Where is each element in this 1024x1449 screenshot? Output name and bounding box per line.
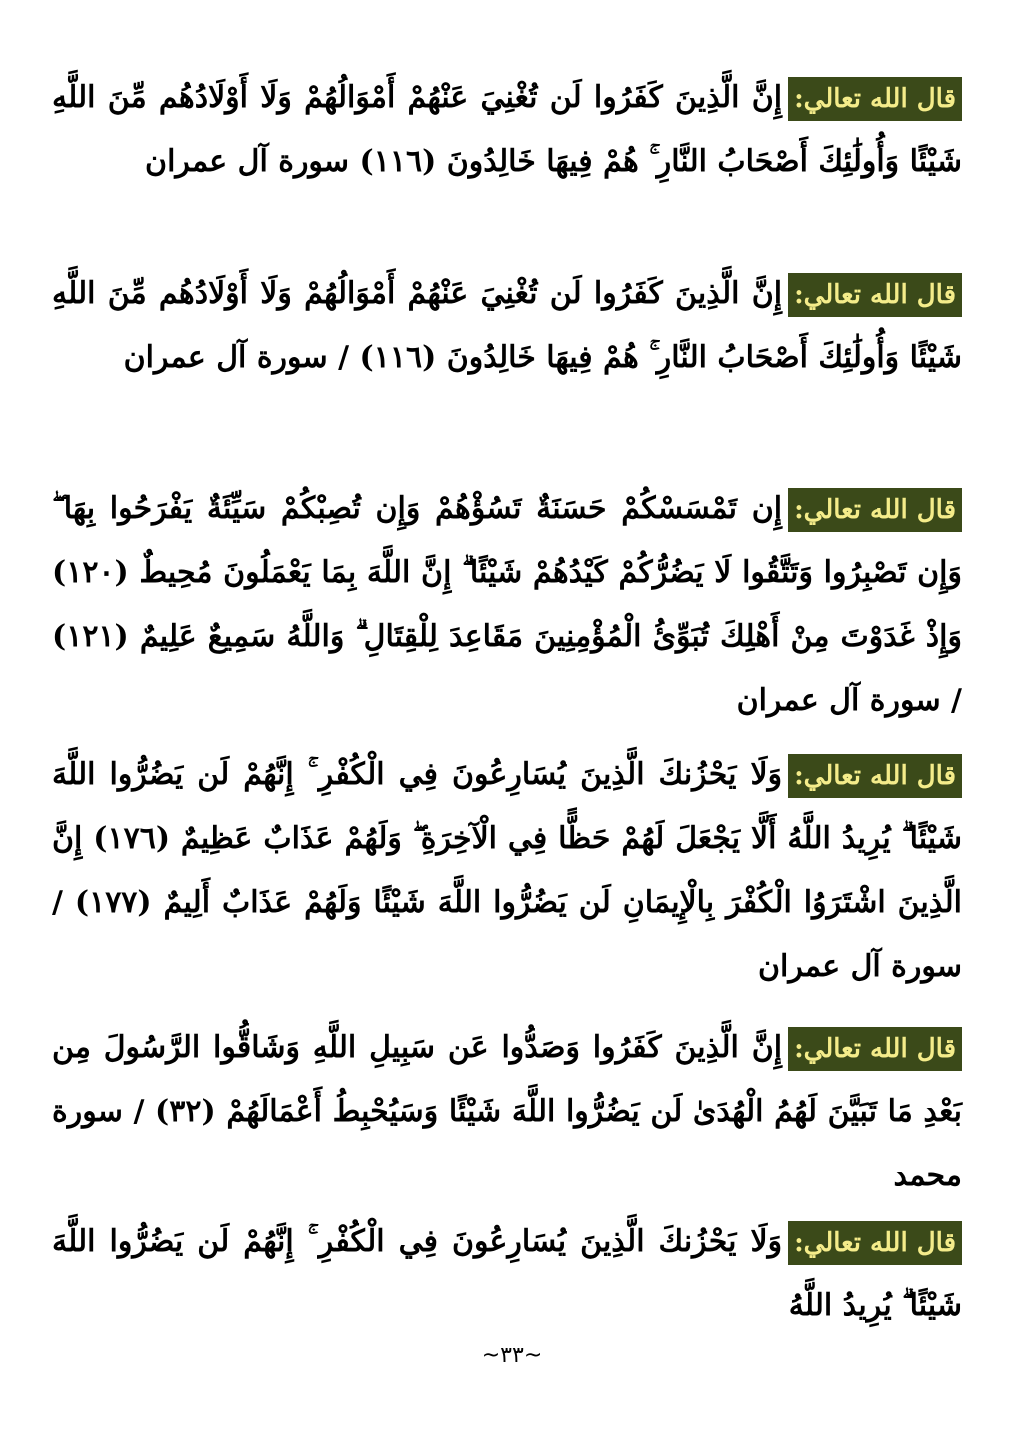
verse-label: قال الله تعالي: [788, 754, 962, 798]
verse-block-1 [52, 66, 962, 194]
verse-text: وَلَا يَحْزُنكَ الَّذِينَ يُسَارِعُونَ فِي الْكُفْرِ ۚ إِنَّهُمْ لَن يَضُرُّوا اللَّهَ شَيْئًا ۗ يُرِيدُ اللَّهُ [52, 1224, 962, 1323]
page-number: ~٣٣~ [481, 1343, 543, 1368]
verse-text: إِنَّ الَّذِينَ كَفَرُوا وَصَدُّوا عَن سَبِيلِ اللَّهِ وَشَاقُّوا الرَّسُولَ مِن بَعْدِ مَا تَبَيَّنَ لَهُمُ الْهُدَىٰ لَن يَضُرُّوا اللَّهَ شَيْئًا وَسَيُحْبِطُ أَعْمَالَهُمْ (٣٢) / سورة محمد [52, 1030, 962, 1193]
verse-text: إِنَّ الَّذِينَ كَفَرُوا لَن تُغْنِيَ عَنْهُمْ أَمْوَالُهُمْ وَلَا أَوْلَادُهُم مِّنَ اللَّهِ شَيْئًا وَأُولَٰئِكَ أَصْحَابُ النَّارِ ۚ هُمْ فِيهَا خَالِدُونَ (١١٦) سورة آل عمران [52, 80, 962, 179]
verse-block-4 [52, 743, 962, 999]
verse-text: إِنَّ الَّذِينَ كَفَرُوا لَن تُغْنِيَ عَنْهُمْ أَمْوَالُهُمْ وَلَا أَوْلَادُهُم مِّنَ اللَّهِ شَيْئًا وَأُولَٰئِكَ أَصْحَابُ النَّارِ ۚ هُمْ فِيهَا خَالِدُونَ (١١٦) / سورة آل عمران [52, 276, 962, 375]
verse-block-6 [52, 1210, 962, 1338]
verse-text: وَلَا يَحْزُنكَ الَّذِينَ يُسَارِعُونَ فِي الْكُفْرِ ۚ إِنَّهُمْ لَن يَضُرُّوا اللَّهَ شَيْئًا ۗ يُرِيدُ اللَّهُ أَلَّا يَجْعَلَ لَهُمْ حَظًّا فِي الْآخِرَةِ ۖ وَلَهُمْ عَذَابٌ عَظِيمٌ (١٧٦) إِنَّ الَّذِينَ اشْتَرَوُا الْكُفْرَ بِالْإِيمَانِ لَن يَضُرُّوا اللَّهَ شَيْئًا وَلَهُمْ عَذَابٌ أَلِيمٌ (١٧٧) / سورة آل عمران [52, 757, 962, 984]
verse-label: قال الله تعالي: [788, 1221, 962, 1265]
verse-text: إِن تَمْسَسْكُمْ حَسَنَةٌ تَسُؤْهُمْ وَإِن تُصِبْكُمْ سَيِّئَةٌ يَفْرَحُوا بِهَا ۖ وَإِن تَصْبِرُوا وَتَتَّقُوا لَا يَضُرُّكُمْ كَيْدُهُمْ شَيْئًا ۗ إِنَّ اللَّهَ بِمَا يَعْمَلُونَ مُحِيطٌ (١٢٠) وَإِذْ غَدَوْتَ مِنْ أَهْلِكَ تُبَوِّئُ الْمُؤْمِنِينَ مَقَاعِدَ لِلْقِتَالِ ۗ وَاللَّهُ سَمِيعٌ عَلِيمٌ (١٢١) / سورة آل عمران [52, 491, 962, 718]
verse-block-2 [52, 262, 962, 390]
verse-label: قال الله تعالي: [788, 488, 962, 532]
verse-label: قال الله تعالي: [788, 273, 962, 317]
verse-block-3 [52, 477, 962, 733]
verse-label: قال الله تعالي: [788, 1027, 962, 1071]
verse-label: قال الله تعالي: [788, 77, 962, 121]
verse-block-5 [52, 1016, 962, 1208]
